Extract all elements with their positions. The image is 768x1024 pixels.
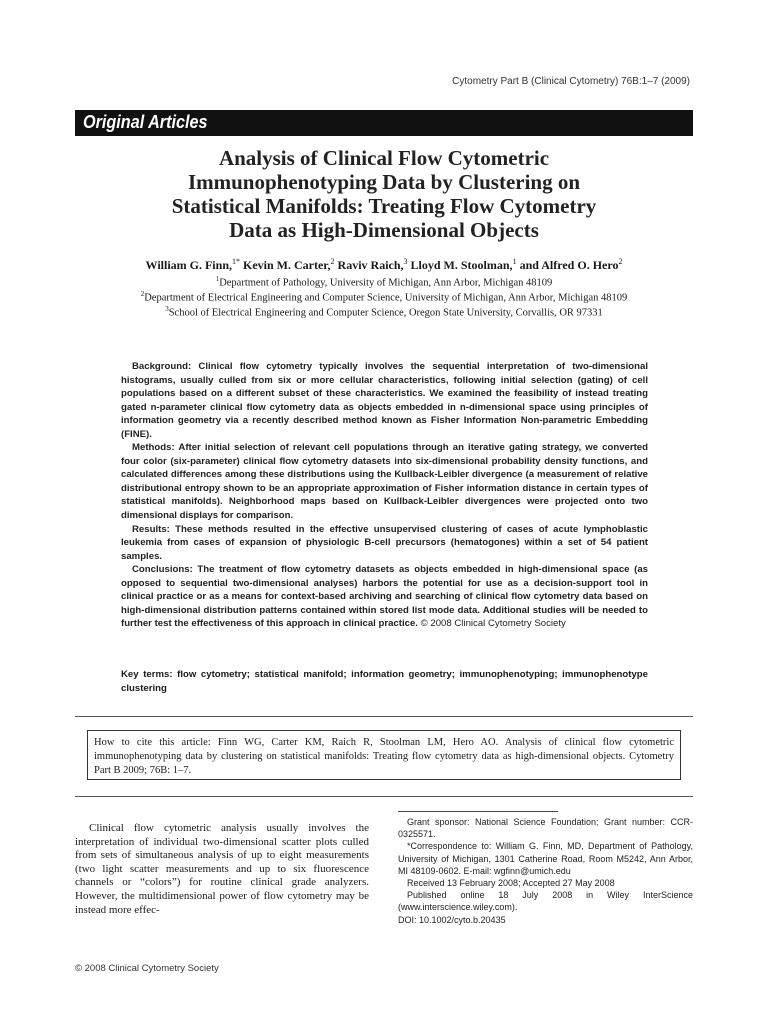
section-label: Original Articles <box>83 112 208 132</box>
author-name: Kevin M. Carter, <box>243 258 331 272</box>
affiliation <box>75 305 693 319</box>
running-head: Cytometry Part B (Clinical Cytometry) 76B:1–7 (2009) <box>452 76 690 87</box>
title-line: Data as High-Dimensional Objects <box>229 218 539 242</box>
page-footer: © 2008 Clinical Cytometry Society <box>75 963 219 974</box>
title-line: Immunophenotyping Data by Clustering on <box>187 170 581 194</box>
author-list <box>75 257 693 273</box>
author-affiliation-mark: 2 <box>330 257 335 266</box>
citation-box: How to cite this article: Finn WG, Carter KM, Raich R, Stoolman LM, Hero AO. Analysis of clinical flow cytometric immunophenotyping data by clustering on statistical manifolds: Treating flow cytometry data as high-dimensional objects. Cytometry Part B 2009; 76B: 1–7. <box>87 730 681 780</box>
abstract-methods: Methods: After initial selection of relevant cell populations through an iterative gating strategy, we converted four color (six-parameter) clinical flow cytometry datasets into six-dimensional probability density functions, and calculated differences among these distributions using the Kullback-Leibler divergence (a measurement of relative distributional entropy shown to be an appropriate approximation of Fisher information distance in certain types of statistical manifolds). Neighborhood maps based on Kullback-Leibler divergences were projected onto two dimensional displays for comparison. <box>121 442 648 522</box>
key-terms: Key terms: flow cytometry; statistical manifold; information geometry; immunophenotyping; immunophenotype clustering <box>121 669 648 694</box>
title-line: Analysis of Clinical Flow Cytometric <box>218 146 550 170</box>
affiliation-mark: 3 <box>165 305 169 313</box>
footnote-published: Published online 18 July 2008 in Wiley InterScience (www.interscience.wiley.com). <box>398 890 693 913</box>
abstract-conclusions-text: Conclusions: The treatment of flow cytometry datasets as objects embedded in high-dimensional space (as opposed to sequential two-dimensional analyses) harbors the potential for use as a decision-support tool in clinical practice or as a means for context-based archiving and searching of clinical flow cytometry data based on high-dimensional distribution patterns contained within stored list mode data. Additional studies will be needed to further test the effectiveness of this approach in clinical practice. <box>121 564 648 630</box>
author-name: Lloyd M. Stoolman, <box>410 258 513 272</box>
author-name: and Alfred O. Hero <box>519 258 619 272</box>
divider <box>75 796 693 797</box>
title-line: Statistical Manifolds: Treating Flow Cytometry <box>171 194 597 218</box>
author-affiliation-mark: 3 <box>403 257 408 266</box>
author-affiliation-mark: 1* <box>232 257 240 266</box>
abstract <box>121 360 648 631</box>
footnote-grant: Grant sponsor: National Science Foundation; Grant number: CCR-0325571. <box>398 817 693 840</box>
abstract-results: Results: These methods resulted in the effective unsupervised clustering of cases of acute lymphoblastic leukemia from cases of expansion of physiologic B-cell precursors (hematogones) within a set of 54 patient samples. <box>121 523 648 562</box>
body-text <box>75 822 369 917</box>
footnote-correspondence: *Correspondence to: William G. Finn, MD, Department of Pathology, University of Michigan, 1301 Catherine Road, Room M5242, Ann Arbor, MI 48109-0602. E-mail: wgfinn@umich.edu <box>398 841 693 876</box>
affiliation <box>75 290 693 304</box>
abstract-conclusions <box>121 563 648 631</box>
body-paragraph: Clinical flow cytometric analysis usually involves the interpretation of individual two-dimensional scatter plots culled from sets of simultaneous analysis of up to eight measurements (two light scatter measurements and up to six fluorescence channels or “colors”) for routine clinical grade analyzers. However, the multidimensional power of flow cytometry may be instead more effec- <box>75 822 369 916</box>
author-name: Raviv Raich, <box>337 258 404 272</box>
affiliation-text: Department of Pathology, University of Michigan, Ann Arbor, Michigan 48109 <box>219 277 553 289</box>
affiliation-text: School of Electrical Engineering and Computer Science, Oregon State University, Corvallis, OR 97331 <box>168 307 603 319</box>
footnotes <box>398 816 693 926</box>
author-name: William G. Finn, <box>145 258 232 272</box>
divider <box>75 716 693 717</box>
affiliation-text: Department of Electrical Engineering and Computer Science, University of Michigan, Ann Arbor, Michigan 48109 <box>144 292 628 304</box>
abstract-copyright: © 2008 Clinical Cytometry Society <box>420 618 566 630</box>
footnote-received: Received 13 February 2008; Accepted 27 May 2008 <box>407 878 615 889</box>
affiliation-mark: 1 <box>215 275 220 283</box>
section-banner <box>75 110 693 136</box>
footnote-doi: DOI: 10.1002/cyto.b.20435 <box>398 914 506 925</box>
author-affiliation-mark: 2 <box>618 257 623 266</box>
affiliation <box>75 275 693 289</box>
abstract-background: Background: Clinical flow cytometry typically involves the sequential interpretation of two-dimensional histograms, usually culled from six or more cellular characteristics, following initial selection (gating) of cell populations based on a different subset of these characteristics. We examined the feasibility of instead treating gated n-parameter clinical flow cytometry data as objects embedded in n-dimensional space using principles of information geometry via a recently described method known as Fisher Information Non-parametric Embedding (FINE). <box>121 361 648 440</box>
affiliation-mark: 2 <box>140 290 145 298</box>
article-title <box>75 146 693 242</box>
footnote-divider <box>398 811 558 812</box>
author-affiliation-mark: 1 <box>512 257 517 266</box>
